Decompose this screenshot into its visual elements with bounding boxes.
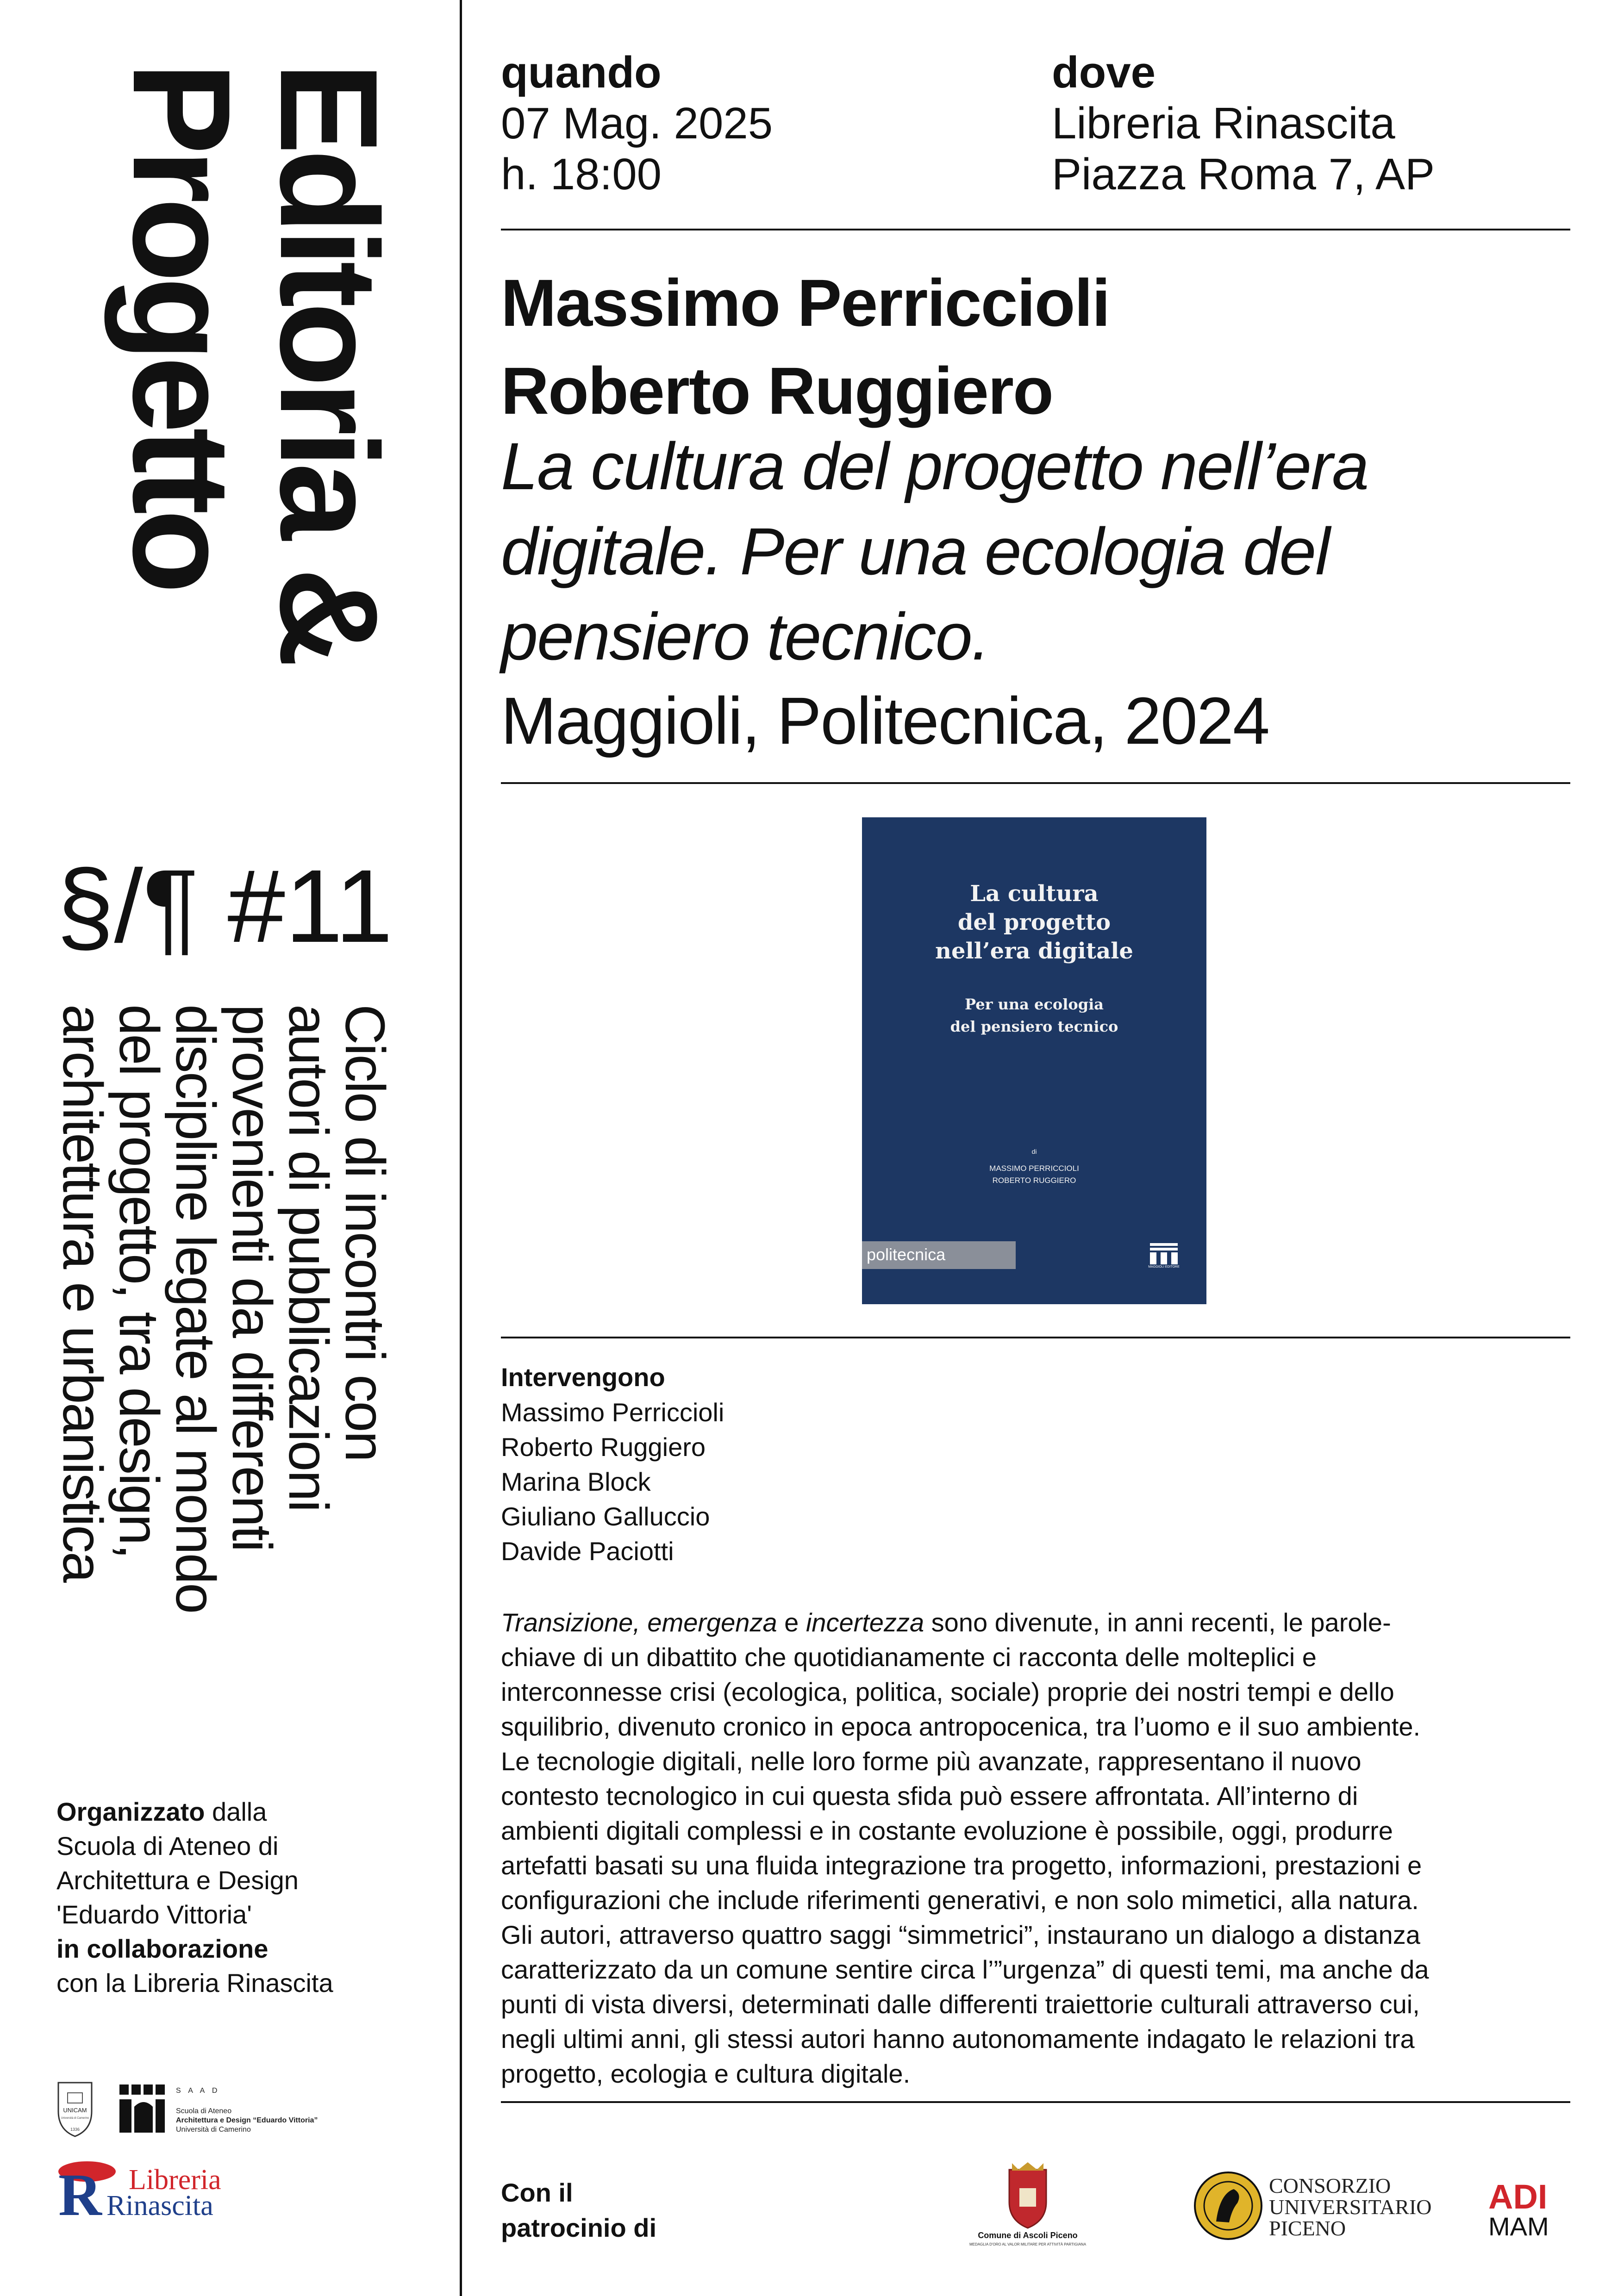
- abstract-line: contesto tecnologico in cui questa sfida può essere affrontata. All’interno di: [501, 1781, 1358, 1811]
- libreria-wordmark-2: Rinascita: [106, 2190, 213, 2221]
- series-title-line-2: Progetto: [104, 62, 260, 589]
- mam-wordmark: MAM: [1488, 2212, 1549, 2238]
- rule-book-info: [501, 782, 1570, 784]
- abstract-text: e: [777, 1608, 806, 1637]
- series-description-line: discipline legate al mondo: [164, 1004, 227, 1613]
- organizer-line: con la Libreria Rinascita: [56, 1968, 333, 1997]
- speakers-heading: Intervengono: [501, 1363, 665, 1392]
- patronage-label: [501, 2175, 656, 2246]
- issue-number: §/¶ #11: [56, 848, 393, 964]
- book-title-line: La cultura del progetto nell’era: [501, 429, 1368, 504]
- event-address: Piazza Roma 7, AP: [1052, 149, 1435, 199]
- cover-subtitle: [862, 993, 1206, 1038]
- book-title-line: pensiero tecnico.: [501, 599, 989, 674]
- abstract-line: Le tecnologie digitali, nelle loro forme più avanzate, rappresentano il nuovo: [501, 1747, 1362, 1776]
- saad-logo: [119, 2084, 318, 2134]
- saad-line-2: Architettura e Design “Eduardo Vittoria”: [176, 2116, 318, 2124]
- unicam-wordmark: UNICAM: [63, 2107, 87, 2114]
- when-label: quando: [501, 48, 662, 97]
- abstract: [501, 1605, 1575, 2091]
- event-date: 07 Mag. 2025: [501, 99, 773, 148]
- abstract-line: punti di vista diversi, determinati dalle differenti traiettorie culturali attraverso cui,: [501, 1990, 1420, 2019]
- maggioli-logo: [1150, 1243, 1178, 1270]
- abstract-line: artefatti basati su una fluida integrazione tra progetto, informazioni, prestazioni e: [501, 1851, 1422, 1880]
- rule-header: [501, 229, 1570, 230]
- series-description-line: Ciclo di incontri con: [334, 1004, 397, 1461]
- abstract-line: squilibrio, divenuto cronico in epoca antropocenica, tra l’uomo e il suo ambiente.: [501, 1712, 1421, 1741]
- speaker-name: Massimo Perriccioli: [501, 1398, 725, 1427]
- abstract-line: chiave di un dibattito che quotidianamente ci racconta delle molteplici e: [501, 1643, 1317, 1672]
- cover-title-line: del progetto: [957, 909, 1111, 935]
- comune-ascoli-logo: [931, 2160, 1125, 2248]
- unicam-logo: [58, 2083, 92, 2136]
- author-name: Roberto Ruggiero: [501, 354, 1053, 428]
- series-title: [83, 62, 407, 826]
- series-description-line: provenienti da differenti: [221, 1004, 284, 1551]
- book-title-line: digitale. Per una ecologia del: [501, 514, 1330, 589]
- rule-abstract: [501, 2101, 1570, 2103]
- cover-di: di: [1031, 1148, 1037, 1155]
- series-description-line: del progetto, tra design,: [108, 1004, 171, 1558]
- speaker-name: Davide Paciotti: [501, 1537, 674, 1566]
- speakers-list: [501, 1395, 724, 1568]
- organizer-text: dalla: [205, 1797, 267, 1826]
- cover-title-line: nell’era digitale: [935, 938, 1133, 964]
- consorzio-line-3: PICENO: [1269, 2216, 1346, 2240]
- unicam-year: 1336: [70, 2127, 80, 2132]
- consorzio-line-1: CONSORZIO: [1269, 2174, 1391, 2197]
- speaker-name: Giuliano Galluccio: [501, 1502, 710, 1531]
- book-title: [501, 424, 1575, 679]
- cover-author: ROBERTO RUGGIERO: [992, 1176, 1076, 1185]
- patronage-line: patrocinio di: [501, 2213, 656, 2242]
- abstract-italic: Transizione, emergenza: [501, 1608, 777, 1637]
- saad-mark: S A A D: [176, 2087, 220, 2095]
- cover-author: MASSIMO PERRICCIOLI: [989, 1164, 1079, 1173]
- where-label: dove: [1052, 48, 1156, 97]
- cover-title-line: La cultura: [970, 881, 1099, 907]
- event-venue: Libreria Rinascita: [1052, 99, 1395, 148]
- abstract-italic: incertezza: [806, 1608, 924, 1637]
- comune-name: Comune di Ascoli Piceno: [978, 2231, 1078, 2240]
- book-cover: [862, 817, 1206, 1304]
- comune-subtitle: MEDAGLIA D'ORO AL VALOR MILITARE PER ATTIVITÀ PARTIGIANA: [969, 2242, 1087, 2246]
- libreria-wordmark-1: Libreria: [129, 2164, 221, 2196]
- cover-series-band: [862, 1241, 1016, 1269]
- consorzio-line-2: UNIVERSITARIO: [1269, 2195, 1432, 2219]
- series-title-line-1: Editoria &: [251, 62, 407, 662]
- series-description-line: autori di pubblicazioni: [277, 1004, 340, 1511]
- abstract-line: progetto, ecologia e cultura digitale.: [501, 2059, 911, 2088]
- cover-subtitle-line: del pensiero tecnico: [950, 1018, 1118, 1035]
- abstract-line: interconnesse crisi (ecologica, politica, sociale) proprie dei nostri tempi e dello: [501, 1677, 1394, 1706]
- book-authors: [501, 259, 1110, 435]
- saad-line-1: Scuola di Ateneo: [176, 2107, 232, 2115]
- speaker-name: Roberto Ruggiero: [501, 1432, 706, 1462]
- column-divider: [460, 0, 462, 2296]
- cover-authors: [862, 1163, 1206, 1187]
- abstract-line: ambienti digitali complessi e in costante evoluzione è possibile, oggi, produrre: [501, 1816, 1393, 1845]
- collaboration-bold: in collaborazione: [56, 1934, 269, 1963]
- rule-cover: [501, 1337, 1570, 1338]
- cover-subtitle-line: Per una ecologia: [965, 996, 1104, 1013]
- cover-title: [862, 879, 1206, 965]
- book-publisher: Maggioli, Politecnica, 2024: [501, 684, 1269, 758]
- organizer-bold: Organizzato: [56, 1797, 205, 1826]
- saad-line-3: Università di Camerino: [176, 2126, 251, 2134]
- consorzio-piceno-logo: [1187, 2166, 1447, 2245]
- maggioli-label: MAGGIOLI EDITORE: [1148, 1265, 1180, 1269]
- organizer-line: Architettura e Design: [56, 1866, 299, 1895]
- abstract-line: negli ultimi anni, gli stessi autori hanno autonomamente indagato le relazioni tra: [501, 2024, 1415, 2053]
- libreria-initial: R: [58, 2162, 102, 2221]
- university-logos: [55, 2079, 416, 2139]
- unicam-subtitle: Università di Camerino: [61, 2117, 89, 2120]
- abstract-text: sono divenute, in anni recenti, le parole-: [924, 1608, 1391, 1637]
- organizer-line: Scuola di Ateneo di: [56, 1831, 279, 1860]
- abstract-line: caratterizzato da un comune sentire circa l’”urgenza” di questi temi, ma anche da: [501, 1955, 1429, 1984]
- abstract-line: configurazioni che include riferimenti generativi, e non solo mimetici, alla natura.: [501, 1885, 1419, 1915]
- author-name: Massimo Perriccioli: [501, 266, 1110, 340]
- libreria-rinascita-logo: [55, 2157, 295, 2221]
- adi-mam-logo: [1488, 2178, 1567, 2238]
- patronage-line: Con il: [501, 2178, 573, 2207]
- organizer-credits: [56, 1795, 436, 2000]
- speaker-name: Marina Block: [501, 1467, 651, 1496]
- series-description: [51, 1004, 397, 1675]
- event-time: h. 18:00: [501, 149, 662, 199]
- abstract-line: Gli autori, attraverso quattro saggi “simmetrici”, instaurano un dialogo a distanza: [501, 1920, 1420, 1949]
- organizer-line: 'Eduardo Vittoria': [56, 1900, 252, 1929]
- adi-wordmark: ADI: [1488, 2178, 1548, 2216]
- series-description-line: architettura e urbanistica: [51, 1004, 114, 1581]
- abstract-line: [501, 1605, 1575, 1640]
- cover-series-label: politecnica: [867, 1245, 946, 1264]
